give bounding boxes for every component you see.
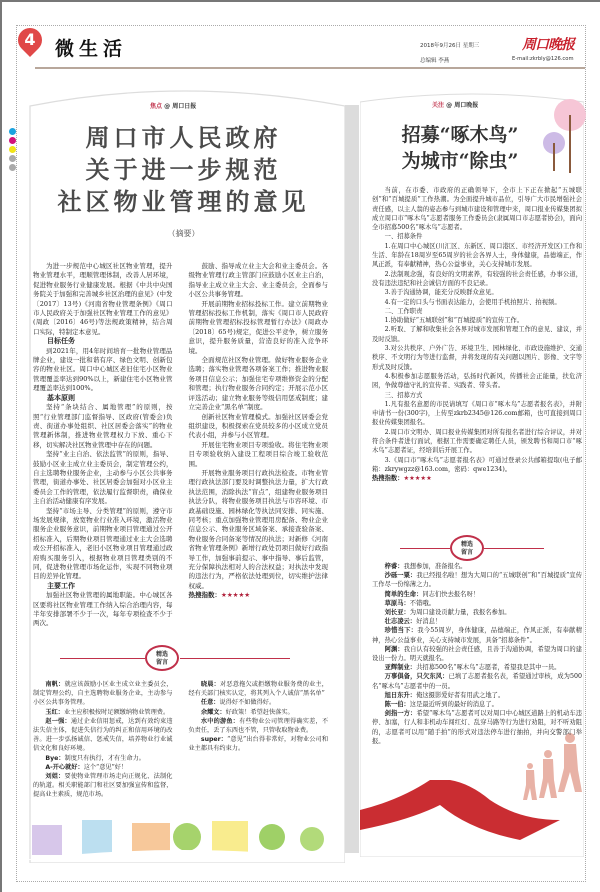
paragraph: 1.凡有报名意愿的市民请填写《周口市“啄木鸟”志愿者报名表》，并附申请书一份(300字)，上传至zkrb2345@126.com邮箱，也可直接到周口报业传媒集团报名。 — [372, 400, 582, 427]
comment-author: 梓睿： — [384, 563, 404, 570]
left-comments — [33, 680, 328, 810]
paragraph: 为进一步规范中心城区社区物业管理，提升物业管理水平，理顺管理体制，改善人居环境，促进物业服务行业健康发展。根据《中共中央国务院关于加强和完善城乡社区治理的意见》(中发〔2017〕13号)《河南省物业管理条例》《周口市人民政府关于加强社区物业管理工作的意见》(周政〔2016〕46号)等法规政策精神，结合周口实际，特制定本意见。 — [33, 262, 173, 336]
comment-text: “意见”出台得非常好，对物业公司和业主都具有约束力。 — [188, 736, 329, 753]
comment-author: 晓晨： — [200, 681, 220, 688]
rating-label: 热搜指数： — [372, 475, 404, 483]
comment — [189, 698, 329, 707]
comment-text: 已填了志愿者报名表，希望通过审核，成为500名“啄木鸟”志愿者中的一员。 — [372, 673, 583, 690]
comment — [33, 772, 173, 800]
right-comments — [372, 562, 582, 746]
paragraph: 2.听取、了解和收集社会各界对城市发展和管理工作的意见、建议，并及时反馈。 — [372, 326, 582, 343]
paragraph: 2.法制观念强，有良好的文明素养，有较强的社会责任感，办事公道，没有违法违纪和社会诚信方面的不良记录。 — [372, 270, 582, 287]
paragraph: 3.《周口市“啄木鸟”志愿者报名表》可通过登录公共邮箱提取(电子邮箱：zkrywgzz@163.com，密码：qwe1234)。 — [372, 456, 582, 473]
comments-rule — [484, 548, 544, 549]
registration-marks — [9, 128, 16, 173]
paragraph: 1.在周口中心城区(川汇区、东新区、周口港区、市经济开发区)工作和生活、年龄在18周岁至65周岁的社会各界人士，身体健康，品德端正，作风正派，有奉献精神，热心公益事业，关心支持城市发展。 — [372, 242, 582, 269]
comment-text: 对恶意拖欠或拒缴物业服务费的业主，经有关部门核实认定，将其列入个人诚信“黑名单” — [188, 681, 328, 698]
right-source-tag: 关注 @ 周口晚报 — [432, 102, 479, 109]
comment — [372, 608, 582, 617]
paragraph: 二、工作职责 — [384, 307, 423, 315]
comment-text: 我今55周岁，身体健康，品德端正，作风正派，有奉献精神，热心公益事业，关心支持城市发展，具备“招募条件”。 — [372, 627, 582, 644]
comment-author: 刘长亚： — [384, 609, 410, 617]
comment — [33, 763, 173, 772]
column-gutter — [345, 105, 359, 853]
newspaper-logo: 周口晚报 — [522, 37, 574, 53]
paragraph: 加强社区物业管理的属地职能。中心城区各区要将社区物业管理工作纳入综合治理内容，每半年安排部署不少于一次，每年专项检查不少于两次。 — [33, 591, 173, 628]
rating-stars-icon: ★★★★★ — [403, 475, 432, 483]
comment — [372, 691, 582, 700]
comment — [372, 645, 582, 663]
rating-label: 热搜指数： — [188, 591, 221, 600]
section-heading: 基本原则 — [47, 393, 75, 402]
comments-rule — [60, 658, 145, 659]
comment-author: 沙砾一粟： — [384, 572, 417, 580]
paragraph: 2.周口市文明办、周口报业传媒集团对所有报名者进行综合评议，并对符合条件者进行面试，根据工作需要确定聘任人员，颁发聘书和周口市“啄木鸟”志愿者证，经培训后开展工作。 — [372, 428, 582, 455]
comment-text: 我已经报名啦！想为大周口的“五城联创”和“百城提质”宣传工作尽一份绵薄之力。 — [372, 572, 583, 589]
section-heading: 主要工作 — [47, 581, 75, 590]
right-article-title: 招募“啄木鸟” 为城市“除虫” — [401, 124, 519, 172]
comment-text: 就应该鼓励小区业主成立业主委员会，制定管理公约，自主选聘物业服务企业，主动参与小区公共事务管理。 — [33, 681, 173, 707]
comment — [372, 562, 582, 571]
left-source-tag: 焦点 @ 周口日报 — [150, 103, 197, 110]
paragraph: 1.协助做好“五城联创”和“百城提质”的宣传工作。 — [384, 317, 524, 325]
comment-text: 制度只有执行，才有生命力。 — [64, 754, 145, 762]
comment-text: 不错哦。 — [409, 599, 435, 607]
comment-text: 要使物业管理市场走向正规化、法制化的轨道。相关职能部门和社区要加强宣传和监督，提高业主素质，规范市场。 — [33, 773, 173, 799]
red-ribbon-illustration — [360, 780, 584, 855]
comment-text: 通过企业信用惩戒，达到有效约束违法失信主体，促进失信行为的纠正和信用环境的改善。进一步弘扬诚信、惩戒失信，培养物业行业诚信文化和良好环境。 — [33, 717, 173, 753]
comment — [33, 717, 173, 754]
paragraph: 开展前期物业招标投标工作。建立前期物业管理招标投标工作机制，落实《周口市人民政府前期物业管理招标投标管理暂行办法》(周政办〔2018〕65号)规定，促进公平竞争，树立服务意识，提升服务质量，营造良好的准入竞争环境。 — [188, 299, 328, 355]
comment — [33, 708, 173, 717]
comment-author: 余耀文： — [200, 708, 226, 716]
comment — [372, 626, 582, 644]
paragraph: 坚持“条块结合、属地管理”的原则，按照“行业管理部门监督指导、区政府(管委会)负责、街道办事处组织、社区居委会落实”的物业管理新体制，推进物业管理权力下放、重心下移，切实解决社区物业管理中存在的问题。 — [33, 403, 173, 449]
comment-text: 我想参加，准备报名。 — [403, 563, 467, 570]
paragraph: 3.对公共秩序、户外广告、环境卫生、园林绿化、市政设施维护、交通秩序、不文明行为等进行监督，并将发现的有关问题以图片、影像、文字等形式及时反馈。 — [372, 345, 582, 371]
comment-author: 壮志凌云： — [384, 618, 417, 626]
comment — [372, 709, 582, 746]
right-article-body — [372, 186, 582, 484]
paragraph: 3.善于沟通协调，能充分反映群众意见。 — [384, 289, 498, 297]
comment-author: 旭日东升： — [384, 691, 417, 699]
left-article-subtitle: （摘要） — [167, 229, 200, 238]
comment-author: Bye： — [45, 754, 65, 762]
comment-author: 剑指一方： — [384, 710, 417, 718]
comments-rule — [180, 658, 290, 659]
comment-author: 简单的生命： — [384, 590, 423, 598]
comment-author: 陈一伯： — [384, 701, 410, 709]
comment-author: 珍惜当下： — [384, 627, 418, 635]
comment-text: 说得好不如做得好。 — [219, 699, 276, 707]
page-number: 4 — [24, 30, 36, 49]
comment — [372, 663, 582, 672]
paragraph: 开展物业服务项目行政执法检查。市物业管理行政执法部门要及时调整执法力量，扩大行政执法范围，消除执法“盲点”，组建物业服务项目执法分队，将物业服务项目执法与市容环境、市政基础设施、园林绿化等执法同安排、同实施、同考核；重点加强物业管理用房配备、物业企业信息公示、物业服务区域备案、承接查验备案、物业服务合同备案等情况的执法；对新修《河南省物业管理条例》新增行政处罚项目做好行政指导工作，加强事前提示、事中指导、事后监管，充分保障执法相对人的合法权益；对执法中发现的违法行为，严格依法处理到位，切实维护法律权威。 — [188, 468, 328, 590]
section-heading: 目标任务 — [47, 337, 75, 346]
comment — [189, 708, 329, 717]
comment-author: 玉红： — [45, 708, 64, 716]
comment-text: 俺这摄影爱好者有用武之地了。 — [416, 691, 505, 699]
comment-text: 我自认有较强的社会责任感，且善于沟通协调，希望为周口的建设出一份力。明天就报名。 — [372, 645, 583, 663]
comments-rule — [400, 548, 450, 549]
left-comments-badge: 精选 留言 — [145, 645, 179, 671]
comment — [372, 571, 582, 589]
hot-rating — [189, 591, 329, 600]
paragraph: 4.积极参加志愿服务活动，弘扬时代新风，传播社会正能量，扶危济困，争做尊德守礼的宣传者、实践者、带头者。 — [372, 372, 582, 390]
comment — [372, 672, 582, 690]
rating-stars-icon: ★★★★★ — [221, 591, 251, 600]
comment-author: 水中的游鱼： — [200, 717, 240, 725]
comment-author: 亚辉制业： — [384, 664, 417, 672]
comment-author: 阿渊： — [384, 645, 404, 653]
comment — [372, 617, 582, 626]
paragraph: 坚持“业主自治、依法监管”的原则，指导、鼓励小区业主成立业主委员会，制定管理公约，自主选聘物业服务企业，主动参与小区公共事务管理，街道办事处、社区居委会加强对小区业主委员会工作的管理，依法履行监督职责，确保业主自治活动健康有序发展。 — [33, 450, 173, 506]
comment-author: 万事俱备，只欠东风： — [384, 673, 449, 681]
paragraph: 开展住宅物业项目专项验收。将住宅物业项目专项验收纳入建设工程项目综合竣工验收范围。 — [188, 440, 328, 468]
header-rule — [35, 67, 585, 69]
comment — [372, 590, 582, 599]
paragraph: 三、招募方式 — [384, 391, 423, 399]
comment-text: 共招募500名“啄木鸟”志愿者，希望我是其中一员。 — [416, 664, 561, 672]
hot-rating — [372, 474, 582, 483]
comment — [189, 717, 329, 735]
comment-author: super： — [200, 736, 228, 744]
paragraph: 鼓励、指导成立业主大会和业主委员会。各级物业管理行政主管部门应鼓励小区业主自治，指导业主成立业主大会、业主委员会，全面参与小区公共事务管理。 — [188, 262, 328, 299]
editor-credit: 总编辑 李燕 — [420, 58, 450, 64]
comment — [189, 735, 329, 753]
left-article-title: 周口市人民政府 关于进一步规范 社区物业管理的意见 — [57, 123, 310, 216]
comment-text: 希望“啄木鸟”志愿者可以对周口中心城区道路上的机动车违停、加塞，行人和非机动车闯红灯、乱穿马路等行为进行劝阻，对不听劝阻的，志愿者可以用“随手拍”的形式对违法停车进行抽拍，并向交警部门举报。 — [372, 710, 582, 745]
right-comments-badge: 精选 留言 — [450, 535, 484, 561]
paragraph: 创新社区物业管理模式。加强社区居委会党组织建设，积极探索在党员较多的小区成立党员代表小组，并参与小区管理。 — [188, 412, 328, 440]
paragraph: 到2021年，用4年时间培育一批物业管理品牌企业，建设一批和谐有序、绿色文明、创新包容的物业社区。周口中心城区老旧住宅小区物业管理覆盖率达到90%以上，新建住宅小区物业管理覆盖率达到100%。 — [33, 346, 173, 393]
comment-text: 有些物业公司管理得确实差，不负责任，丢了东西也不管，只管收取物业费。 — [188, 717, 329, 735]
comment — [189, 680, 329, 698]
comment-author: A-开心就好： — [45, 763, 84, 771]
comment-text: 同志们快去报名呀！ — [422, 590, 480, 598]
paragraph: 当前，在市委、市政府的正确领导下，全市上下正在掀起“五城联创”和“百城提质”工作热潮。为全面提升城市品位，引导广大市民增强社会责任感，以主人翁的姿态参与到城市建设和管理中来，周口报业传媒集团拟成立周口市“啄木鸟”志愿者服务工作委员会(隶属周口市志愿者协会)，面向全市招募500名“啄木鸟”志愿者。 — [372, 187, 582, 232]
comment — [33, 680, 173, 708]
section-title: 微生活 — [55, 38, 128, 60]
paragraph: 全面规范社区物业管理。做好物业服务企业选聘；落实物业管理各项备案工作；推进物业服务项目信息公示；加强住宅专项维修资金的分配和管理；执行物业服务合同约定；开展示范小区评选活动；建立物业服务等级信用惩戒制度；建立完善企业“黑名单”制度。 — [188, 356, 328, 412]
left-article-body — [33, 262, 328, 640]
comment-author: 刘姐： — [45, 773, 65, 781]
issue-date: 2018年9月26日 星期三 — [420, 43, 480, 49]
paragraph: 一、招募条件 — [384, 233, 423, 241]
comment-author: 赵一强： — [45, 717, 71, 725]
comment-text: 为周口建设贡献力量，我报名参加。 — [409, 609, 511, 617]
comment-text: 好政策！希望赶快落实。 — [225, 708, 294, 716]
comment — [33, 754, 173, 763]
paragraph: 坚持“市场主导、分类管理”的原则，遵守市场发展规律，放宽物业行业准入环境，激活物业服务企业服务意识，前期物业项目管理通过公开招标准入，后期物业项目管理通过业主大会选聘或公开招标准入，老旧小区物业项目管理通过政府购买服务引入，根据物业项目管理类别的不同，促进物业管理市场化运作，实现不同物业项目的差异化管理。 — [33, 506, 173, 581]
comment-text: 这个“意见”好！ — [83, 763, 128, 771]
comment-text: 这是最近听到的最好的消息了。 — [409, 701, 498, 709]
paragraph: 4.有一定的口头与书面表达能力，会使用手机拍照片、拍视频。 — [384, 298, 561, 306]
comment — [372, 700, 582, 709]
comment-author: 南帆： — [45, 681, 65, 688]
comment-author: 任意： — [200, 699, 220, 707]
comment-author: 草原马： — [384, 599, 410, 607]
houses-illustration — [22, 815, 345, 860]
contact-email: E-mail:zkrbly@126.com — [512, 56, 574, 62]
comment-text: 好消息！ — [416, 618, 442, 626]
comment — [372, 599, 582, 608]
comment-text: 业主应积极按时足额缴纳物业管理费。 — [63, 708, 170, 716]
